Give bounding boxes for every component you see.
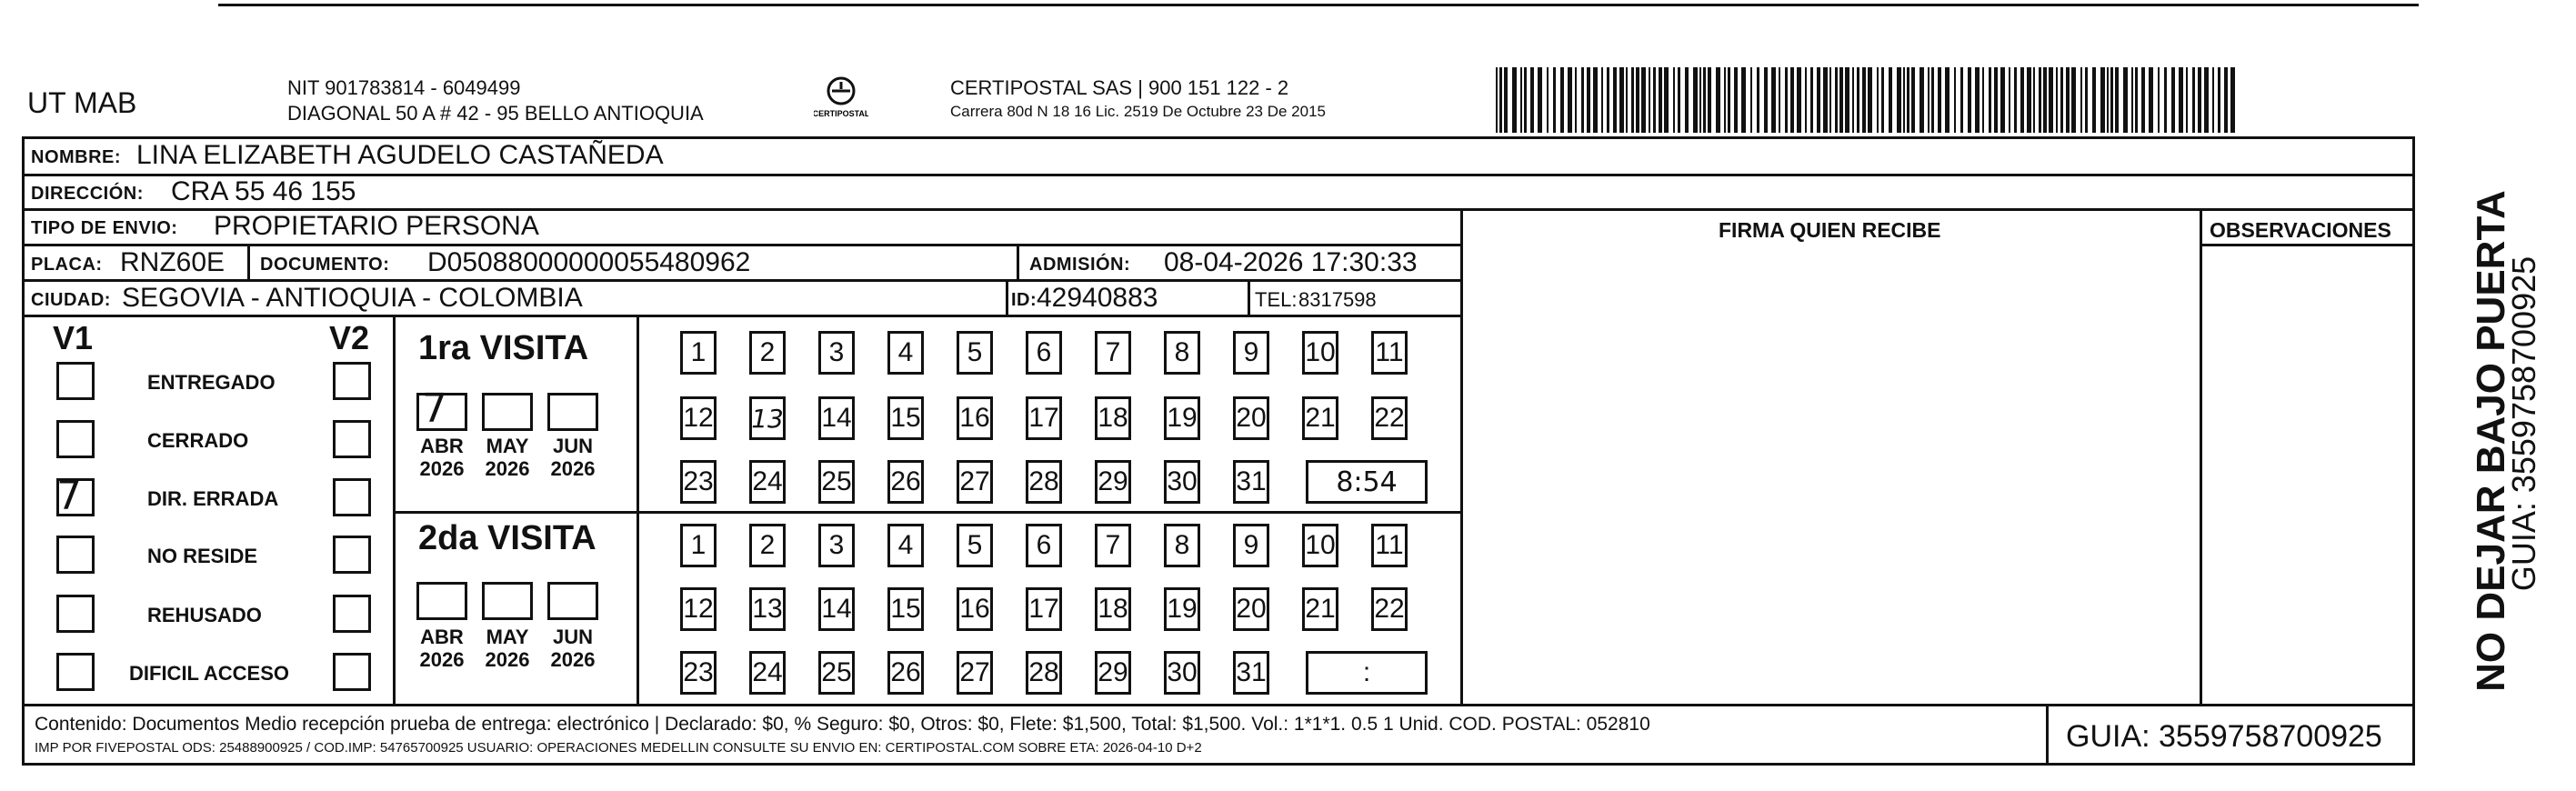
- id-value: 42940883: [1037, 283, 1158, 313]
- barcode-bar: [2218, 67, 2220, 133]
- cell-divider: [1006, 279, 1008, 315]
- day-checkbox[interactable]: 14: [818, 587, 855, 631]
- barcode-bar: [1734, 67, 1738, 133]
- day-checkbox[interactable]: 20: [1233, 396, 1269, 440]
- nombre-label: NOMBRE:: [31, 147, 122, 167]
- barcode-bar: [2212, 67, 2214, 133]
- row-line: [2200, 244, 2415, 246]
- barcode-bar: [2179, 67, 2183, 133]
- observaciones-label: OBSERVACIONES: [2210, 218, 2391, 242]
- barcode-bar: [1587, 67, 1590, 133]
- barcode-bar: [1553, 67, 1556, 133]
- barcode-bar: [1653, 67, 1656, 133]
- direccion-value: CRA 55 46 155: [171, 176, 356, 206]
- barcode-bar: [2071, 67, 2076, 133]
- day-checkbox[interactable]: 21: [1302, 396, 1338, 440]
- barcode-bar: [2014, 67, 2017, 133]
- day-checkbox[interactable]: 2: [749, 331, 786, 375]
- month-checkbox[interactable]: [482, 393, 533, 431]
- day-checkbox[interactable]: 8: [1164, 524, 1200, 567]
- barcode-bar: [1547, 67, 1549, 133]
- month-label: JUN 2026: [550, 626, 596, 672]
- month-label: MAY 2026: [485, 626, 530, 672]
- handwritten-mark: 7: [422, 385, 447, 432]
- barcode-bar: [1724, 67, 1726, 133]
- day-checkbox[interactable]: 3: [818, 331, 855, 375]
- barcode-bar: [1613, 67, 1617, 133]
- day-checkbox[interactable]: 9: [1233, 524, 1269, 567]
- footer-content: Contenido: Documentos Medio recepción prueba de entrega: electrónico | Declarado: $0, % Seguro: $0, Otros: $0, Flete: $1,500, Total: $1,500. Vol.: 1*1*1. 0.5 1 Unid. COD. POSTAL: 052810: [35, 714, 1650, 735]
- side-guia: GUIA: 3559758700925: [2505, 255, 2542, 592]
- barcode-bar: [1938, 67, 1941, 133]
- barcode-bar: [1568, 67, 1572, 133]
- day-checkbox[interactable]: 30: [1164, 651, 1200, 695]
- status-v1-checkbox[interactable]: [56, 536, 95, 574]
- barcode-bar: [1678, 67, 1680, 133]
- day-checkbox[interactable]: 20: [1233, 587, 1269, 631]
- day-checkbox[interactable]: 5: [957, 524, 993, 567]
- time-field[interactable]: 8:54: [1306, 460, 1428, 504]
- barcode-bar: [2092, 67, 2096, 133]
- status-label: DIFICIL ACCESO: [129, 662, 290, 685]
- day-checkbox[interactable]: 27: [957, 651, 993, 695]
- day-checkbox[interactable]: 31: [1233, 651, 1269, 695]
- day-checkbox[interactable]: 11: [1371, 331, 1408, 375]
- day-checkbox[interactable]: 27: [957, 460, 993, 504]
- barcode-bar: [1530, 67, 1534, 133]
- barcode-bar: [1889, 67, 1892, 133]
- barcode-bar: [1538, 67, 1542, 133]
- barcode-bar: [1945, 67, 1950, 133]
- barcode-bar: [1499, 67, 1502, 133]
- status-v2-checkbox[interactable]: [333, 536, 371, 574]
- day-checkbox[interactable]: 14: [818, 396, 855, 440]
- day-checkbox[interactable]: 22: [1371, 587, 1408, 631]
- day-checkbox[interactable]: 17: [1026, 587, 1062, 631]
- barcode-bar: [1659, 67, 1662, 133]
- month-label: JUN 2026: [550, 435, 596, 481]
- barcode-bar: [1785, 67, 1788, 133]
- barcode-bar: [1636, 67, 1639, 133]
- barcode-bar: [1520, 67, 1522, 133]
- barcode-bar: [1649, 67, 1650, 133]
- barcode-bar: [1862, 67, 1866, 133]
- barcode-bar: [1601, 67, 1603, 133]
- day-checkbox[interactable]: 18: [1095, 587, 1131, 631]
- month-checkbox[interactable]: [416, 582, 467, 620]
- day-checkbox[interactable]: [749, 396, 786, 440]
- second-visit-title: 2da VISITA: [418, 519, 596, 557]
- day-checkbox[interactable]: 6: [1026, 524, 1062, 567]
- barcode-bar: [1897, 67, 1901, 133]
- day-checkbox[interactable]: 9: [1233, 331, 1269, 375]
- barcode-bar: [1757, 67, 1759, 133]
- barcode-bar: [1928, 67, 1929, 133]
- barcode-bar: [1911, 67, 1915, 133]
- day-checkbox[interactable]: 7: [1095, 524, 1131, 567]
- placa-label: PLACA:: [31, 255, 103, 275]
- barcode-bar: [1779, 67, 1780, 133]
- documento-label: DOCUMENTO:: [260, 255, 390, 275]
- status-v2-checkbox[interactable]: [333, 420, 371, 458]
- barcode-bar: [1919, 67, 1924, 133]
- barcode-bar: [1699, 67, 1701, 133]
- day-checkbox[interactable]: 12: [680, 396, 717, 440]
- day-checkbox[interactable]: 3: [818, 524, 855, 567]
- day-checkbox[interactable]: 19: [1164, 396, 1200, 440]
- day-checkbox[interactable]: 28: [1026, 460, 1062, 504]
- barcode-bar: [1693, 67, 1698, 133]
- barcode-bar: [1903, 67, 1905, 133]
- barcode-bar: [2020, 67, 2024, 133]
- barcode-bar: [1607, 67, 1609, 133]
- company-license: Carrera 80d N 18 16 Lic. 2519 De Octubre 23 De 2015: [950, 103, 1326, 120]
- row-line: [22, 174, 2415, 176]
- barcode-bar: [2033, 67, 2035, 133]
- day-checkbox[interactable]: 25: [818, 460, 855, 504]
- barcode-bar: [1829, 67, 1831, 133]
- status-v2-checkbox[interactable]: [333, 478, 371, 516]
- barcode-bar: [1631, 67, 1634, 133]
- side-warning: NO DEJAR BAJO PUERTA: [2469, 190, 2513, 692]
- barcode-bar: [1673, 67, 1675, 133]
- barcode-bar: [2192, 67, 2195, 133]
- day-checkbox[interactable]: 31: [1233, 460, 1269, 504]
- barcode-bar: [2198, 67, 2201, 133]
- barcode-bar: [1823, 67, 1828, 133]
- company-name: CERTIPOSTAL SAS | 900 151 122 - 2: [950, 76, 1289, 99]
- barcode-bar: [1954, 67, 1956, 133]
- col-obs-left: [2200, 208, 2202, 705]
- day-checkbox[interactable]: 23: [680, 460, 717, 504]
- barcode-bar: [1593, 67, 1598, 133]
- barcode-bar: [2107, 67, 2109, 133]
- v2-label: V2: [329, 319, 370, 356]
- barcode-bar: [1575, 67, 1577, 133]
- barcode-bar: [2149, 67, 2153, 133]
- first-visit-title: 1ra VISITA: [418, 329, 589, 367]
- direccion-label: DIRECCIÓN:: [31, 184, 144, 204]
- barcode-bar: [2039, 67, 2041, 133]
- barcode-bar: [1877, 67, 1879, 133]
- barcode-bar: [1839, 67, 1843, 133]
- day-checkbox[interactable]: 26: [887, 651, 924, 695]
- firma-label: FIRMA QUIEN RECIBE: [1719, 218, 1941, 242]
- day-checkbox[interactable]: 1: [680, 524, 717, 567]
- barcode-bar: [1852, 67, 1854, 133]
- footer-guia-divider: [2046, 704, 2049, 766]
- month-checkbox[interactable]: [482, 582, 533, 620]
- month-label: ABR 2026: [419, 435, 465, 481]
- visit-divider: [393, 511, 1463, 514]
- barcode: [1496, 67, 2241, 133]
- day-checkbox[interactable]: 12: [680, 587, 717, 631]
- barcode-bar: [1750, 67, 1752, 133]
- col-firma-left: [1460, 208, 1463, 705]
- barcode-bar: [2056, 67, 2058, 133]
- day-checkbox[interactable]: 19: [1164, 587, 1200, 631]
- ciudad-value: SEGOVIA - ANTIOQUIA - COLOMBIA: [122, 283, 583, 313]
- footer-guia: GUIA: 3559758700925: [2066, 719, 2382, 754]
- barcode-bar: [1641, 67, 1646, 133]
- day-checkbox[interactable]: 15: [887, 396, 924, 440]
- barcode-bar: [2110, 67, 2113, 133]
- barcode-bar: [1619, 67, 1624, 133]
- barcode-bar: [1805, 67, 1807, 133]
- day-checkbox[interactable]: 21: [1302, 587, 1338, 631]
- admision-value: 08-04-2026 17:30:33: [1164, 247, 1418, 277]
- months-divider: [636, 315, 639, 705]
- barcode-bar: [1817, 67, 1820, 133]
- status-divider: [393, 315, 396, 705]
- barcode-bar: [1881, 67, 1884, 133]
- day-checkbox[interactable]: 8: [1164, 331, 1200, 375]
- day-checkbox[interactable]: 6: [1026, 331, 1062, 375]
- day-checkbox[interactable]: 10: [1302, 331, 1338, 375]
- barcode-bar: [1716, 67, 1720, 133]
- barcode-bar: [1560, 67, 1564, 133]
- barcode-bar: [1790, 67, 1794, 133]
- day-checkbox[interactable]: 15: [887, 587, 924, 631]
- day-checkbox[interactable]: 10: [1302, 524, 1338, 567]
- barcode-bar: [1835, 67, 1838, 133]
- barcode-bar: [1512, 67, 1517, 133]
- row-line: [22, 244, 1463, 246]
- month-label: ABR 2026: [419, 626, 465, 672]
- tel-value: 8317598: [1298, 288, 1377, 311]
- barcode-bar: [2027, 67, 2031, 133]
- nombre-value: LINA ELIZABETH AGUDELO CASTAÑEDA: [136, 140, 664, 170]
- barcode-bar: [1857, 67, 1859, 133]
- barcode-bar: [2060, 67, 2063, 133]
- barcode-bar: [2135, 67, 2138, 133]
- barcode-bar: [1581, 67, 1584, 133]
- day-checkbox[interactable]: 29: [1095, 651, 1131, 695]
- barcode-bar: [2164, 67, 2167, 133]
- barcode-bar: [2043, 67, 2047, 133]
- day-checkbox[interactable]: 25: [818, 651, 855, 695]
- barcode-bar: [1989, 67, 1991, 133]
- status-label: NO RESIDE: [147, 545, 258, 567]
- barcode-bar: [2009, 67, 2010, 133]
- barcode-bar: [2066, 67, 2070, 133]
- barcode-bar: [1496, 67, 1498, 133]
- footer-imp: IMP POR FIVEPOSTAL ODS: 25488900925 / COD.IMP: 54765700925 USUARIO: OPERACIONES MEDELLIN CONSULTE SU ENVIO EN: CERTIPOSTAL.COM SOBRE ETA: 2026-04-10 D+2: [35, 740, 1202, 756]
- day-checkbox[interactable]: 11: [1371, 524, 1408, 567]
- day-checkbox[interactable]: 28: [1026, 651, 1062, 695]
- day-checkbox[interactable]: 16: [957, 587, 993, 631]
- sender-name: UT MAB: [27, 86, 137, 119]
- day-checkbox[interactable]: 13: [749, 587, 786, 631]
- status-v1-checkbox[interactable]: [56, 653, 95, 691]
- tipo-value: PROPIETARIO PERSONA: [214, 211, 539, 241]
- barcode-bar: [1975, 67, 1980, 133]
- barcode-bar: [1982, 67, 1984, 133]
- barcode-bar: [1960, 67, 1963, 133]
- barcode-bar: [1708, 67, 1711, 133]
- status-v1-checkbox[interactable]: [56, 362, 95, 400]
- status-v2-checkbox[interactable]: [333, 595, 371, 633]
- barcode-bar: [1868, 67, 1872, 133]
- barcode-bar: [1771, 67, 1776, 133]
- status-label: CERRADO: [147, 429, 249, 452]
- barcode-bar: [1968, 67, 1971, 133]
- barcode-bar: [2123, 67, 2128, 133]
- id-label: ID:: [1011, 290, 1037, 310]
- barcode-bar: [2000, 67, 2005, 133]
- barcode-bar: [2158, 67, 2160, 133]
- ciudad-label: CIUDAD:: [31, 290, 111, 310]
- placa-value: RNZ60E: [120, 247, 226, 277]
- tel-label: TEL:: [1255, 288, 1298, 311]
- day-checkbox[interactable]: 4: [887, 524, 924, 567]
- barcode-bar: [2141, 67, 2145, 133]
- barcode-bar: [2204, 67, 2209, 133]
- barcode-bar: [1504, 67, 1508, 133]
- top-rule: [218, 4, 2419, 6]
- barcode-bar: [1685, 67, 1689, 133]
- handwritten-mark: 7: [56, 473, 82, 519]
- barcode-bar: [2115, 67, 2119, 133]
- day-checkbox[interactable]: 26: [887, 460, 924, 504]
- barcode-bar: [1703, 67, 1706, 133]
- status-v1-checkbox[interactable]: [56, 420, 95, 458]
- day-checkbox[interactable]: 2: [749, 524, 786, 567]
- cell-divider: [247, 244, 250, 280]
- barcode-bar: [2171, 67, 2175, 133]
- time-field[interactable]: :: [1306, 651, 1428, 695]
- v1-label: V1: [53, 319, 94, 356]
- barcode-bar: [1845, 67, 1849, 133]
- handwritten-day: 13: [751, 403, 784, 434]
- barcode-bar: [1931, 67, 1934, 133]
- status-label: DIR. ERRADA: [147, 487, 279, 510]
- day-checkbox[interactable]: 22: [1371, 396, 1408, 440]
- barcode-bar: [1524, 67, 1527, 133]
- day-checkbox[interactable]: 29: [1095, 460, 1131, 504]
- day-checkbox[interactable]: 18: [1095, 396, 1131, 440]
- day-checkbox[interactable]: 5: [957, 331, 993, 375]
- sender-address: DIAGONAL 50 A # 42 - 95 BELLO ANTIOQUIA: [287, 102, 704, 125]
- day-checkbox[interactable]: 4: [887, 331, 924, 375]
- status-label: REHUSADO: [147, 604, 262, 626]
- day-checkbox[interactable]: 17: [1026, 396, 1062, 440]
- month-checkbox[interactable]: [547, 393, 598, 431]
- barcode-bar: [2049, 67, 2053, 133]
- day-checkbox[interactable]: 1: [680, 331, 717, 375]
- cell-divider: [1248, 279, 1250, 315]
- barcode-bar: [1626, 67, 1628, 133]
- barcode-bar: [2224, 67, 2228, 133]
- tipo-label: TIPO DE ENVIO:: [31, 218, 178, 238]
- barcode-bar: [1907, 67, 1909, 133]
- barcode-bar: [1741, 67, 1746, 133]
- day-checkbox[interactable]: 30: [1164, 460, 1200, 504]
- day-checkbox[interactable]: 23: [680, 651, 717, 695]
- day-checkbox[interactable]: 16: [957, 396, 993, 440]
- footer-rule: [22, 704, 2415, 706]
- status-v1-checkbox[interactable]: [56, 595, 95, 633]
- barcode-bar: [1810, 67, 1813, 133]
- barcode-bar: [2186, 67, 2188, 133]
- certipostal-logo: [814, 73, 868, 127]
- barcode-bar: [2080, 67, 2082, 133]
- day-checkbox[interactable]: 24: [749, 460, 786, 504]
- barcode-bar: [1797, 67, 1801, 133]
- svg-text:CERTIPOSTAL: CERTIPOSTAL: [814, 109, 868, 118]
- month-label: MAY 2026: [485, 435, 530, 481]
- status-v2-checkbox[interactable]: [333, 653, 371, 691]
- barcode-bar: [2100, 67, 2105, 133]
- sender-nit: NIT 901783814 - 6049499: [287, 76, 521, 99]
- barcode-bar: [1764, 67, 1768, 133]
- barcode-bar: [1728, 67, 1730, 133]
- barcode-bar: [1664, 67, 1669, 133]
- row-line: [22, 315, 1463, 317]
- documento-value: D05088000000055480962: [427, 247, 751, 277]
- day-checkbox[interactable]: 24: [749, 651, 786, 695]
- admision-label: ADMISIÓN:: [1029, 255, 1131, 275]
- barcode-bar: [2085, 67, 2088, 133]
- status-v2-checkbox[interactable]: [333, 362, 371, 400]
- barcode-bar: [2131, 67, 2133, 133]
- day-checkbox[interactable]: 7: [1095, 331, 1131, 375]
- barcode-bar: [2230, 67, 2235, 133]
- status-label: ENTREGADO: [147, 371, 276, 394]
- barcode-bar: [1994, 67, 1998, 133]
- cell-divider: [1017, 244, 1019, 280]
- month-checkbox[interactable]: [547, 582, 598, 620]
